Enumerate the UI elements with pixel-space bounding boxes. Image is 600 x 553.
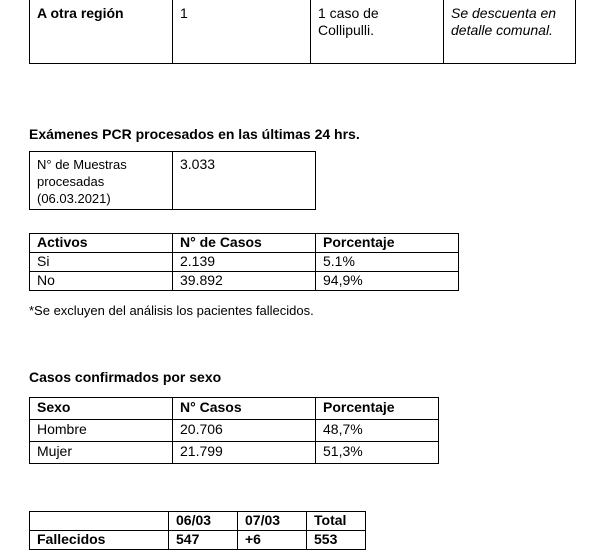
region-count: 1 bbox=[173, 0, 311, 64]
active-cases-table bbox=[29, 233, 459, 291]
header-casos: N° Casos bbox=[173, 398, 316, 420]
cell-count: 20.706 bbox=[173, 420, 316, 442]
cell-count: 39.892 bbox=[173, 272, 316, 291]
table-row bbox=[30, 0, 576, 64]
cell-count: 21.799 bbox=[173, 442, 316, 464]
cell-date-2: +6 bbox=[238, 531, 307, 550]
cell-status: No bbox=[30, 272, 173, 291]
header-porcentaje: Porcentaje bbox=[316, 234, 459, 253]
deaths-table bbox=[29, 511, 366, 550]
table-row bbox=[30, 531, 366, 550]
cell-percent: 5.1% bbox=[316, 253, 459, 272]
table-row bbox=[30, 420, 439, 442]
header-casos: N° de Casos bbox=[173, 234, 316, 253]
header-empty bbox=[30, 512, 169, 531]
region-table bbox=[29, 0, 576, 64]
pcr-heading: Exámenes PCR procesados en las últimas 24 hrs. bbox=[29, 126, 360, 142]
cell-label: Fallecidos bbox=[30, 531, 169, 550]
table-header-row bbox=[30, 234, 459, 253]
samples-table bbox=[29, 151, 316, 210]
header-activos: Activos bbox=[30, 234, 173, 253]
cell-date-1: 547 bbox=[169, 531, 238, 550]
cell-percent: 48,7% bbox=[316, 420, 439, 442]
cell-sex: Hombre bbox=[30, 420, 173, 442]
sex-table bbox=[29, 397, 439, 464]
cell-percent: 94,9% bbox=[316, 272, 459, 291]
cell-percent: 51,3% bbox=[316, 442, 439, 464]
table-row bbox=[30, 272, 459, 291]
header-porcentaje: Porcentaje bbox=[316, 398, 439, 420]
region-label: A otra región bbox=[30, 0, 173, 64]
table-row bbox=[30, 152, 316, 210]
cell-count: 2.139 bbox=[173, 253, 316, 272]
table-header-row bbox=[30, 512, 366, 531]
table-row bbox=[30, 253, 459, 272]
table-row bbox=[30, 442, 439, 464]
header-date-2: 07/03 bbox=[238, 512, 307, 531]
header-total: Total bbox=[307, 512, 366, 531]
samples-label: N° de Muestras procesadas (06.03.2021) bbox=[30, 152, 173, 210]
region-note: Se descuenta en detalle comunal. bbox=[444, 0, 576, 64]
cell-total: 553 bbox=[307, 531, 366, 550]
exclusion-footnote: *Se excluyen del análisis los pacientes fallecidos. bbox=[29, 303, 314, 318]
header-sexo: Sexo bbox=[30, 398, 173, 420]
header-date-1: 06/03 bbox=[169, 512, 238, 531]
region-detail: 1 caso de Collipulli. bbox=[311, 0, 444, 64]
sex-heading: Casos confirmados por sexo bbox=[29, 369, 222, 385]
samples-value: 3.033 bbox=[173, 152, 316, 210]
table-header-row bbox=[30, 398, 439, 420]
cell-sex: Mujer bbox=[30, 442, 173, 464]
cell-status: Si bbox=[30, 253, 173, 272]
